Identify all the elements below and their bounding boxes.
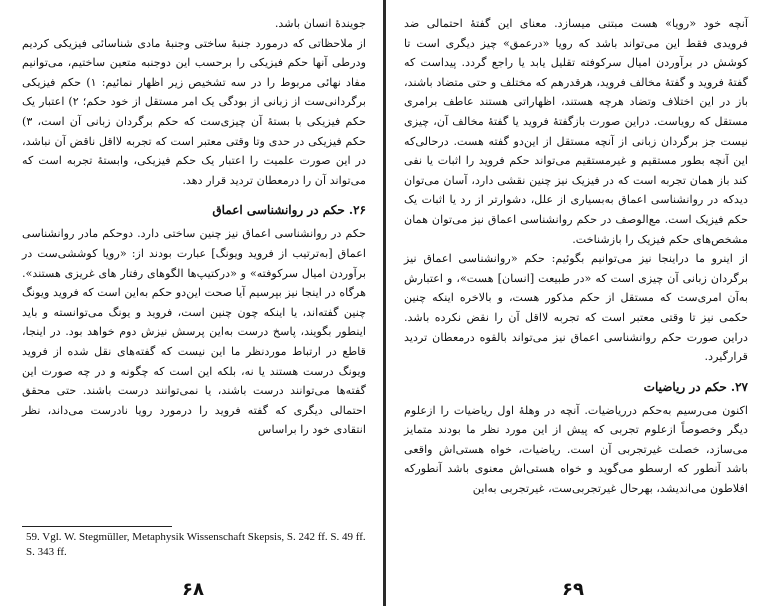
left-paragraph-1: جویندهٔ انسان باشد. (274, 17, 366, 30)
footnote: 59. Vgl. W. Stegmüller, Metaphysik Wissenschaft Skepsis, S. 242 ff. S. 49 ff. S. 343 ff. (26, 531, 366, 558)
section-heading-27: ۲۷. حکم در ریاضیات (643, 379, 748, 394)
right-page (386, 0, 768, 606)
left-page (0, 0, 382, 606)
right-paragraph-2: از اینرو ما دراینجا نیز می‌توانیم بگوئیم: حکم «روانشناسی اعماق نیز برگردان زبانی آن چیزی است که «در طبیعت [انسان] هست»، و اعتبارش به‌آن امری‌ست که مستقل از حکم مذکور هست، و بالاخره اینکه چنین حکمی نیز تا وقتی معتبر است که تجربه لااقل آن را نقض نکرده باشد. دراین صورت حکم روانشناسی اعماق نیز می‌تواند بالقوه درمعطان تردید قرارگیرد. (404, 252, 748, 364)
page-number-left: ۶۸ (182, 579, 204, 600)
section-heading-26: ۲۶. حکم در روانشناسی اعماق (212, 203, 366, 218)
left-paragraph-2: از ملاحظاتی که درمورد جنبهٔ ساختی وجنبهٔ مادی شناسائی فیزیکی کردیم ودرطی آنها حکم فیزیکی را برحسب این دوجنبه متعین ساختیم، می‌توانیم مفاد نهائی مربوط را در سه تشخیص زیر اظهار نمائیم: ۱) حکم فیزیکی برگردانی‌ست از زبانی از بودگی یک امر مستقل از خود حکم؛ ۲) اعتبار یک حکم فیزیکی با بستهٔ آن چیزی‌ست که حکم برگردان زبانی آن است، ۳) حکم فیزیکی در حدی وتا وقتی معتبر است که تجربه لااقل ناقض آن نباشد، در این صورت علمیت را اعتبار یک حکم فیزیکی، وابستهٔ تجربه است که می‌تواند آن را درمعطان تردید قرار دهد. (22, 36, 367, 187)
right-paragraph-1: آنچه خود «رویا» هست مبتنی میسازد. معنای این گفتهٔ احتمالی ضد فرویدی فقط این می‌تواند باشد که رویا «درعمق» چیز دیگری است تا کوشش در برآوردن امیال سرکوفته تقلیل یابد یا راجع گردد. پیداست که گفتهٔ فروید و گفتهٔ مخالف فروید، هرقدرهم که مختلف و حتی متضاد باشند، باز در این اختلاف وتضاد هرچه هستند، اظهاراتی هستند عاطف برامری مستقل که رویاست. دراین صورت بازگفتهٔ فروید یا گفتهٔ مخالف آن، چیزی نیست جز برگردان زبانی از آنچه مستقل از این‌دو گفته هست. درحالی‌که این آنچه بطور مستقیم و غیرمستقیم می‌تواند حکم فروید را اثبات یا نفی کند باز همان تجربه است که در فیزیک نیز چنین نقشی دارد، آسان می‌توان دیدکه در روانشناسی اعماق به‌بسیاری از علل، دشوارتر از رد یا اثبات یک حکم فیزیک است. مع‌الوصف در حکم روانشناسی اعماق نیز می‌توان همان مشخص‌های حکم فیزیک را بازشناخت. (404, 17, 748, 246)
left-section-paragraph: حکم در روانشناسی اعماق نیز چنین ساختی دارد. دوحکم مادر روانشناسی اعماق [به‌ترتیب از فروید ویونگ] عبارت بودند از: «رویا کوششی‌ست در برآوردن امیال سرکوفته» و «درکتیپ‌ها الگوهای رفتار های غریزی هستند». هرگاه در اینجا نیز بپرسیم آیا صحت این‌دو حکم به‌این است که فروید ویونگ چنین گفته‌اند، یا اینکه چون چنین است، فروید و یونگ می‌توانسته و باید اینطور بگویند، پاسخ درست به‌این پرسش نیزش دوم خواهد بود. در اینجا، قاطع در ارتباط موردنظر ما این نیست که گفته‌های نقل شده از فروید ویونگ درست هستند یا نه، بلکه این است که چگونه و در چه صورت این گفته‌ها می‌توانند درست باشند، یا نمی‌توانند درست باشند. حتی محقق احتمالی دیگری که گفته فروید را درمورد رویا نادرست می‌داند، نظر انتقادی خود را براساس (21, 227, 366, 437)
page-number-right: ۶۹ (562, 579, 584, 600)
right-section-paragraph: اکنون می‌رسیم به‌حکم درریاضیات. آنچه در وهلهٔ اول ریاضیات را ازعلوم دیگر وخصوصاً ازعلوم‌ تجربی که پیش از این مورد نظر ما بودند متمایز می‌سازد، خصلت غیرتجربی آن است. ریاضیات، خواه هستی‌اش واقعی باشد آنطور که ارسطو می‌گوید و خواه هستی‌اش معنوی باشد آنطورکه افلاطون می‌اندیشد، بهرحال غیرتجربی‌ست، غیرتجربی به‌این (404, 403, 748, 496)
footnote-divider (22, 526, 172, 527)
